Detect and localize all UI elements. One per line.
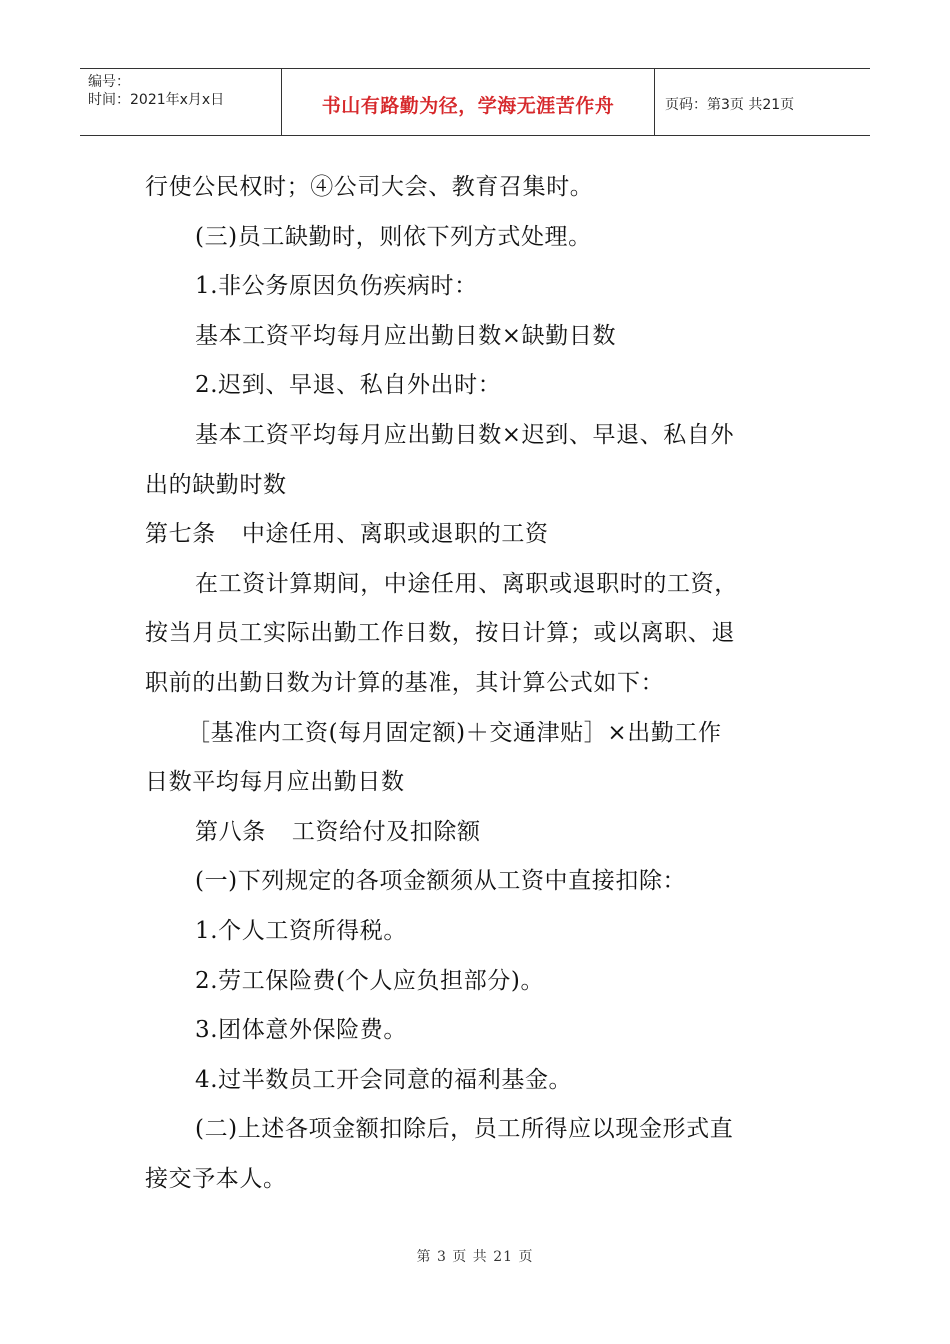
body-line: 3.团体意外保险费。 (195, 1017, 407, 1044)
article-title: 工资给付及扣除额 (291, 818, 481, 845)
body-line: 在工资计算期间，中途任用、离职或退职时的工资， (195, 570, 738, 597)
document-date-label: 时间：2021年x月x日 (88, 92, 225, 108)
article-heading (145, 808, 795, 858)
body-line: 2.迟到、早退、私自外出时： (195, 372, 502, 399)
header-page-cell (655, 69, 870, 135)
body-line: 1.非公务原因负伤疾病时： (195, 273, 478, 300)
article-number: 第七条 (145, 521, 216, 548)
header-motto: 书山有路勤为径，学海无涯苦作舟 (321, 94, 615, 117)
page-header (80, 68, 870, 136)
body-line: 2.劳工保险费(个人应负担部分)。 (195, 967, 545, 994)
body-line: 按当月员工实际出勤工作日数，按日计算；或以离职、退 (145, 620, 735, 647)
body-line: (三)员工缺勤时，则依下列方式处理。 (195, 223, 592, 250)
body-line: 日数平均每月应出勤日数 (145, 769, 405, 796)
header-meta-cell (80, 69, 282, 135)
article-title: 中途任用、离职或退职的工资 (241, 521, 549, 548)
document-number-label: 编号： (88, 74, 130, 90)
body-line: 1.个人工资所得税。 (195, 917, 407, 944)
body-line: 职前的出勤日数为计算的基准，其计算公式如下： (145, 669, 665, 696)
body-line: 接交予本人。 (145, 1165, 287, 1192)
header-page-info: 页码：第3页 共21页 (665, 97, 795, 113)
body-line: 4.过半数员工开会同意的福利基金。 (195, 1066, 573, 1093)
body-line: (一)下列规定的各项金额须从工资中直接扣除： (195, 868, 687, 895)
body-line: 出的缺勤时数 (145, 471, 287, 498)
body-line: 基本工资平均每月应出勤日数×迟到、早退、私自外 (195, 421, 735, 448)
body-line: 行使公民权时；④公司大会、教育召集时。 (145, 174, 594, 200)
article-number: 第八条 (195, 818, 266, 845)
page-footer: 第 3 页 共 21 页 (416, 1249, 534, 1265)
header-motto-cell (282, 69, 655, 135)
body-line: 基本工资平均每月应出勤日数×缺勤日数 (195, 322, 617, 349)
article-heading (145, 510, 795, 560)
body-line: ［基准内工资(每月固定额)＋交通津贴］×出勤工作 (187, 719, 722, 746)
body-line: (二)上述各项金额扣除后，员工所得应以现金形式直 (195, 1116, 734, 1143)
document-body (145, 163, 795, 1204)
